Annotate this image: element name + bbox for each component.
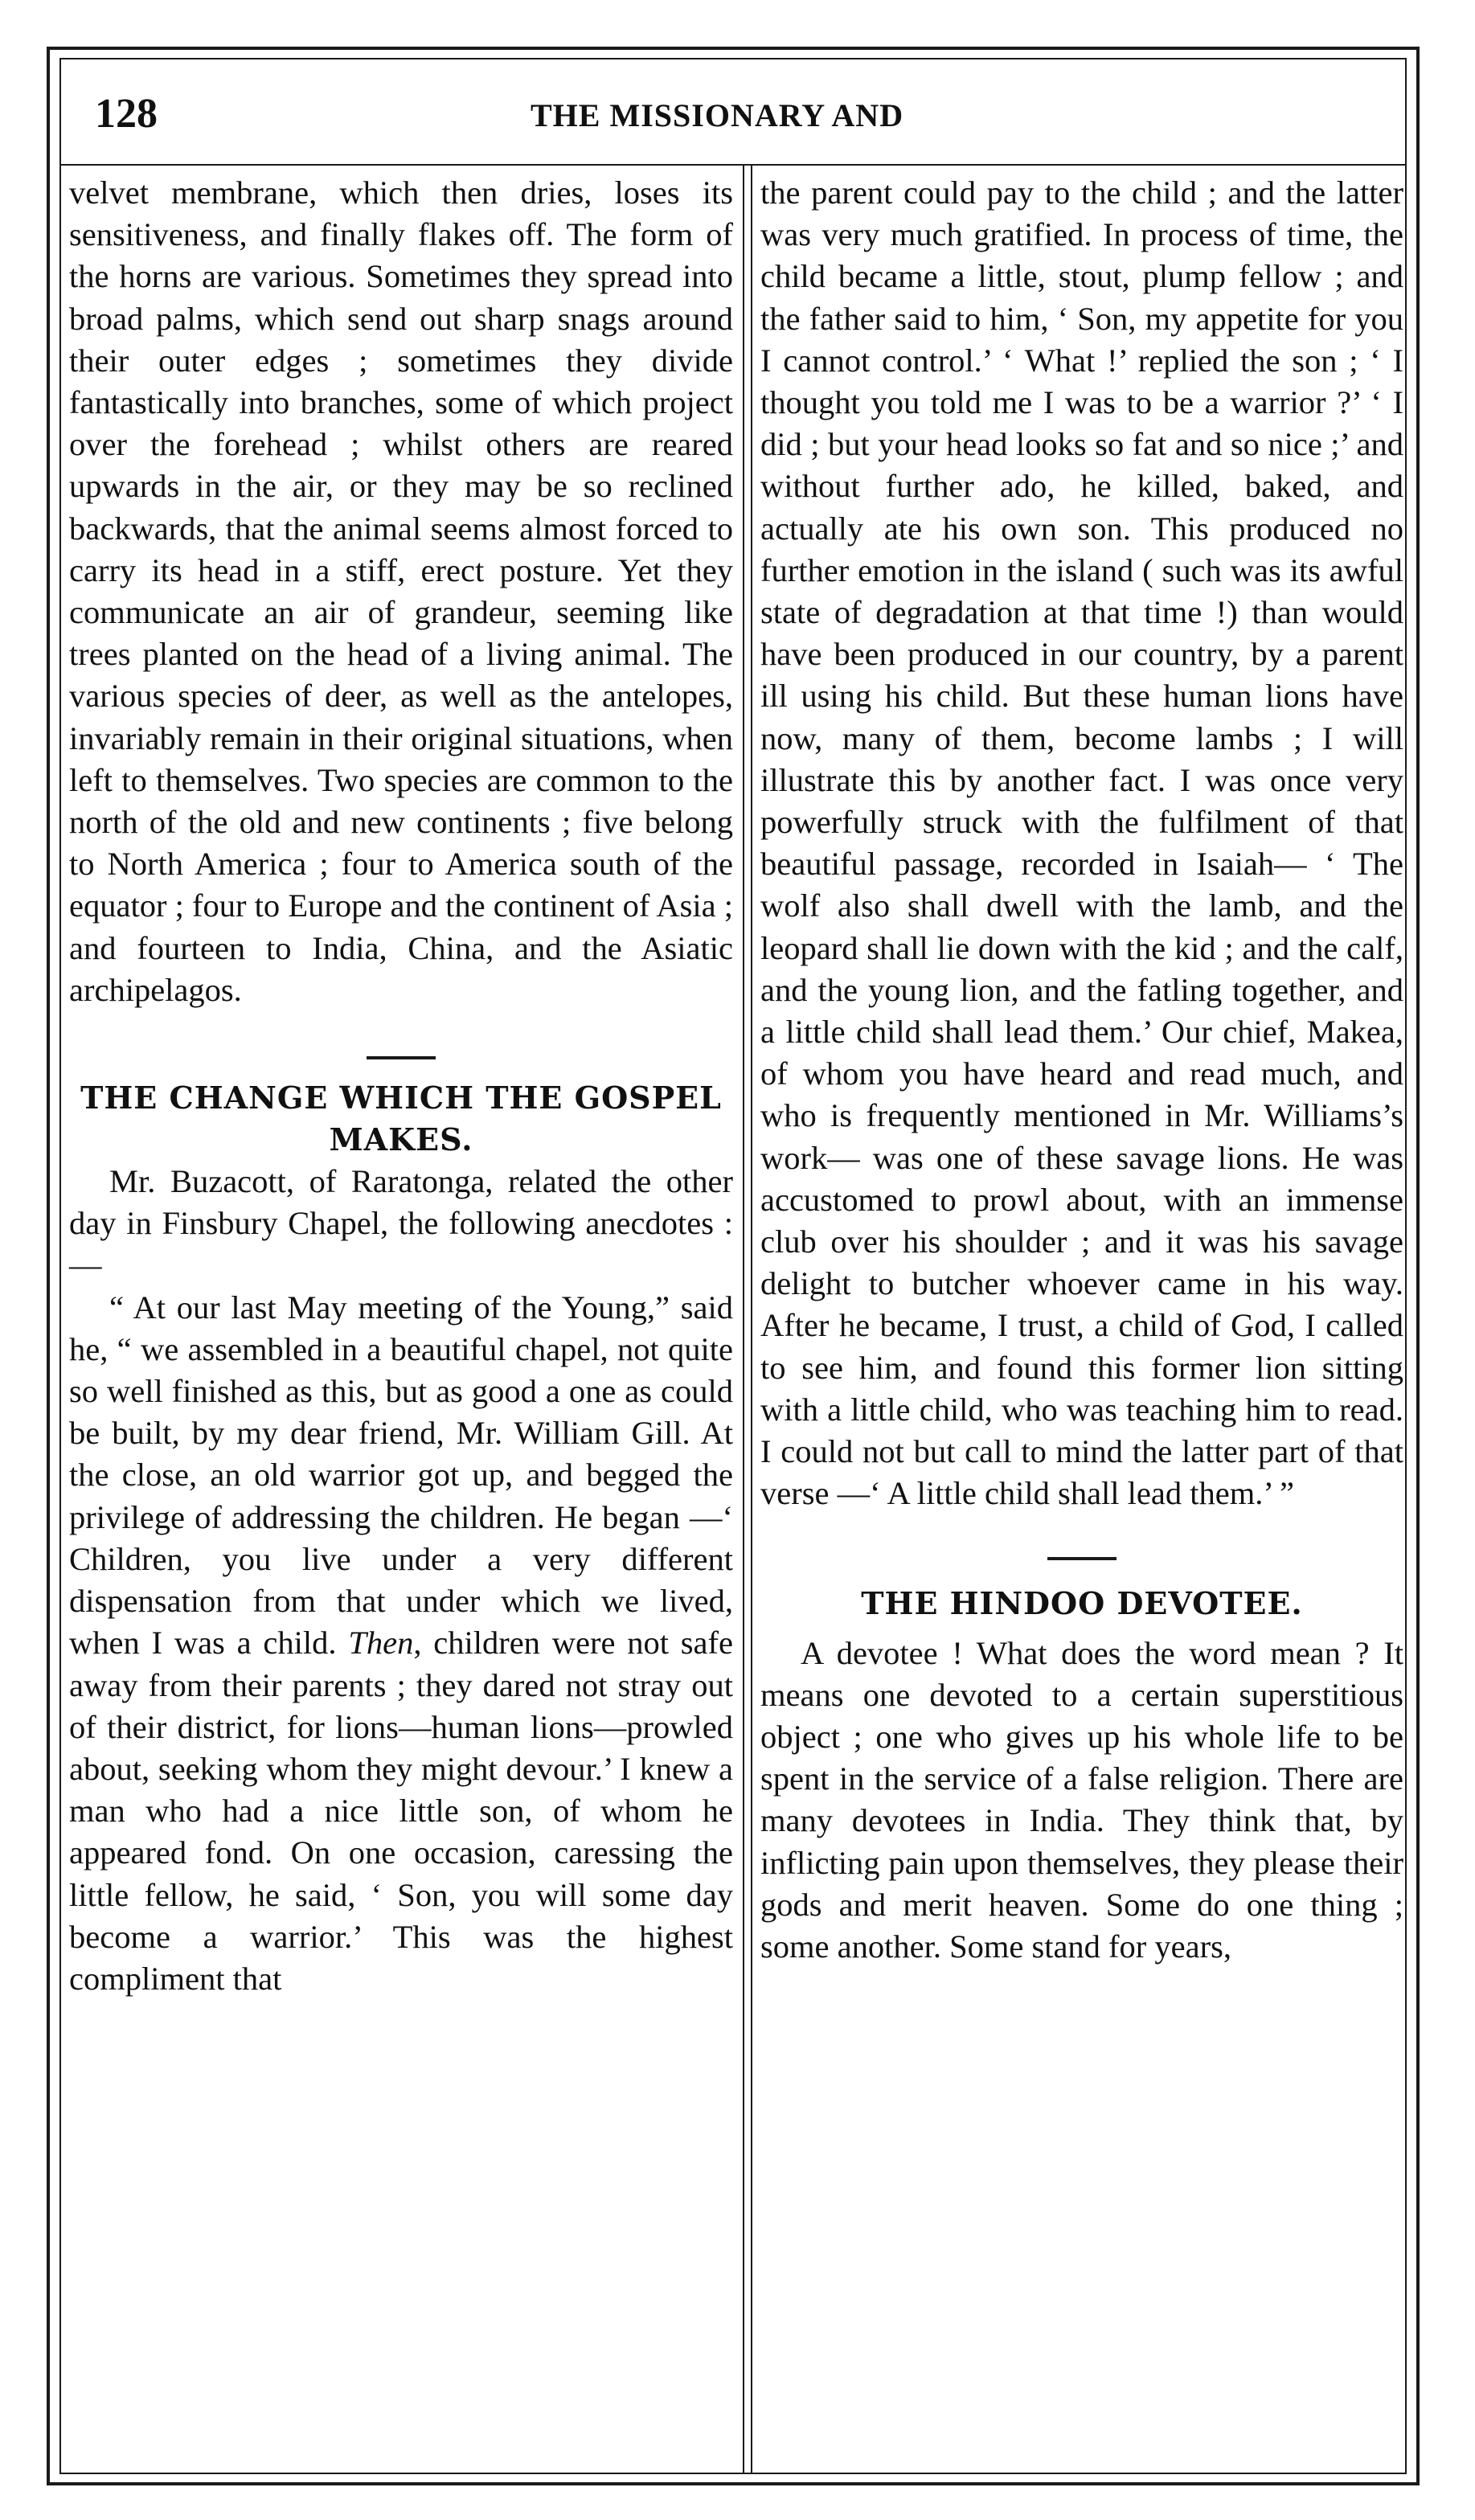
deer-paragraph: velvet membrane, which then dries, loses its sensitiveness, and finally flakes off. The form of the horns are various. Sometimes they spread into broad palms, which send out sharp snags around their outer edges ; sometimes they divide fantastically into branches, some of which project over the forehead ; whilst others are reared upwards in the air, or they may be so reclined backwards, that the animal seems almost forced to carry its head in a stiff, erect posture. Yet they communicate an air of grandeur, seeming like trees planted on the head of a living animal. The various species of deer, as well as the antelopes, invariably remain in their original situations, when left to themselves. Two species are common to the north of the old and new continents ; five belong to North America ; four to America south of the equator ; four to Europe and the continent of Asia ; and fourteen to India, China, and the Asiatic archipelagos. — [69, 174, 733, 1008]
gospel-story-paragraph — [69, 1287, 733, 2000]
gospel-story-emphasis: Then — [348, 1625, 414, 1662]
devotee-heading: THE HINDOO DEVOTEE. — [861, 1584, 1303, 1621]
devotee-paragraph: A devotee ! What does the word mean ? It means one devoted to a certain superstitious object ; one who gives up his whole life to be spent in the service of a false religion. There are many devotees in India. They think that, by inflicting pain upon themselves, they please their gods and merit heaven. Some do one thing ; some another. Some stand for years, — [760, 1634, 1403, 1965]
gospel-story-part2: , children were not safe away from their parents ; they dared not stray out of their district, for lions—human lions—prowled about, seeking whom they might devour.’ I knew a man who had a nice little son, of whom he appeared fond. On one occasion, caressing the little fellow, he said, ‘ Son, you will some day become a warrior.’ This was the highest compliment that — [69, 1625, 733, 1997]
page-number: 128 — [95, 91, 158, 137]
column-divider — [743, 164, 752, 2474]
gospel-story-part1: “ At our last May meeting of the Young,” said he, “ we assembled in a beautiful chapel, not quite so well finished as this, but as good a one as could be built, by my dear friend, Mr. William Gill. At the close, an old warrior got up, and begged the privilege of addressing the children. He began —‘ Children, you live under a very different dispensation from that under which we lived, when I was a child. — [69, 1289, 733, 1662]
right-column — [760, 172, 1403, 1968]
gospel-intro-paragraph: Mr. Buzacott, of Raratonga, related the other day in Finsbury Chapel, the following anecdotes :— — [69, 1163, 733, 1284]
running-head: THE MISSIONARY AND — [531, 97, 904, 133]
left-column — [69, 172, 733, 2000]
header-rule — [59, 164, 1407, 166]
gospel-continuation-paragraph: the parent could pay to the child ; and the latter was very much gratified. In process of time, the child became a little, stout, plump fellow ; and the father said to him, ‘ Son, my appetite for you I cannot control.’ ‘ What !’ replied the son ; ‘ I thought you told me I was to be a warrior ?’ ‘ I did ; but your head looks so fat and so nice ;’ and without further ado, he killed, baked, and actually ate his own son. This produced no further emotion in the island ( such was its awful state of degradation at that time !) than would have been produced in our country, by a parent ill using his child. But these human lions have now, many of them, become lambs ; I will illustrate this by another fact. I was once very powerfully struck with the fulfilment of that beautiful passage, recorded in Isaiah— ‘ The wolf also shall dwell with the lamb, and the leopard shall lie down with the kid ; and the calf, and the young lion, and the fatling together, and a little child shall lead them.’ Our chief, Makea, of whom you have heard and read much, and who is frequently mentioned in Mr. Williams’s work— was one of these savage lions. He was accustomed to prowl about, with an immense club over his shoulder ; and it was his savage delight to butcher whoever came in his way. After he became, I trust, a child of God, I called to see him, and found this former lion sitting with a little child, who was teaching him to read. I could not but call to mind the latter part of that verse —‘ A little child shall lead them.’ ” — [760, 174, 1403, 1512]
gospel-heading: THE CHANGE WHICH THE GOSPEL MAKES. — [80, 1080, 722, 1158]
